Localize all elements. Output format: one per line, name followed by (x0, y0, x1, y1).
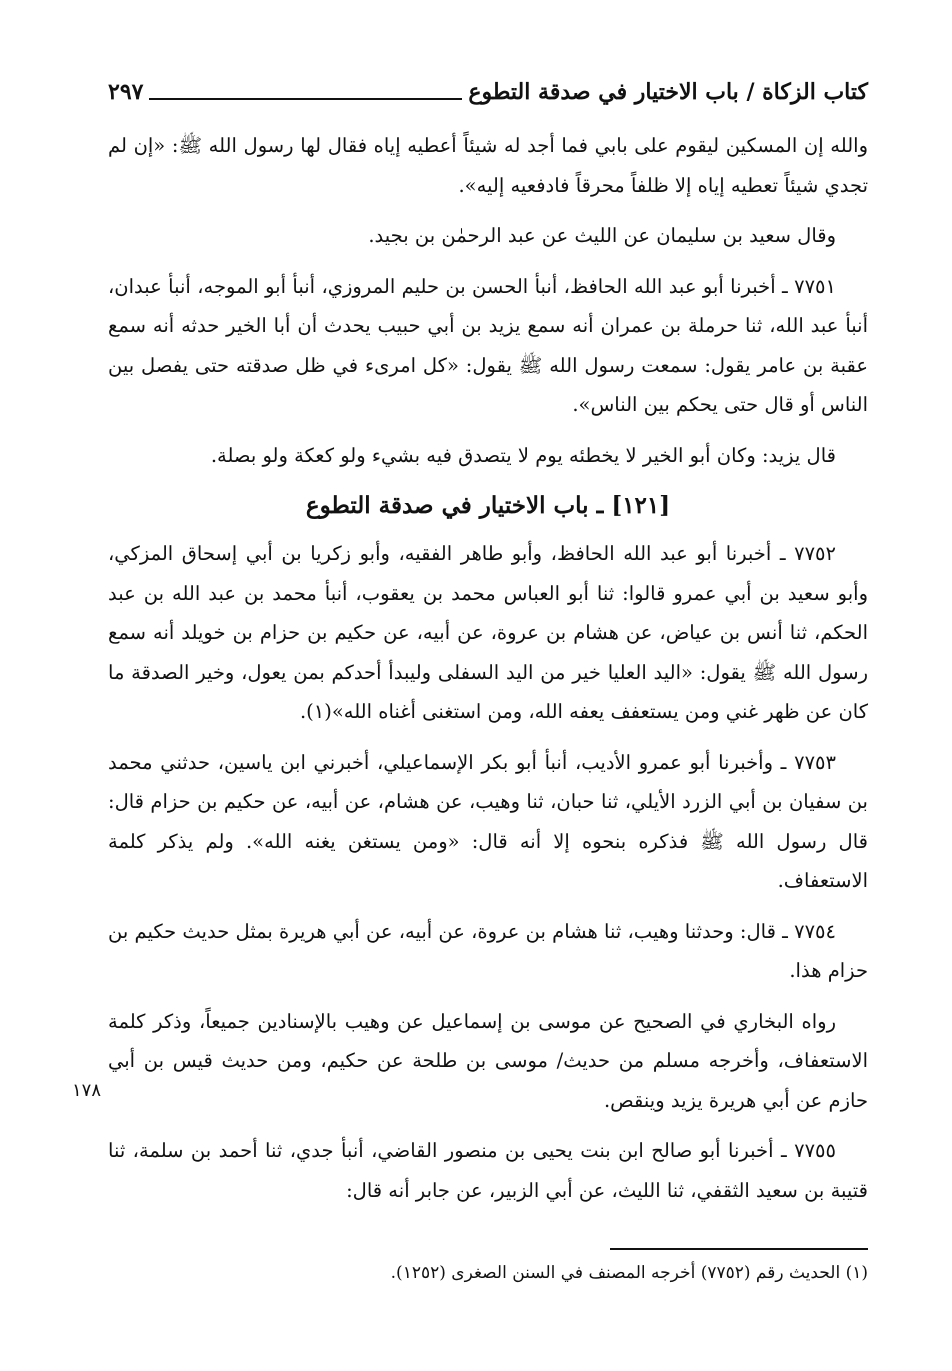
paragraph: رواه البخاري في الصحيح عن موسى بن إسماعيل عن وهيب بالإسنادين جميعاً، وذكر كلمة الاستعفاف، وأخرجه مسلم من حديث/ موسى بن طلحة عن حكيم، ومن حديث قيس بن أبي حازم عن أبي هريرة يزيد وينقص. (108, 1009, 868, 1112)
page-number: ٢٩٧ (108, 79, 144, 105)
paragraph-continuation: والله إن المسكين ليقوم على بابي فما أجد له شيئاً أعطيه إياه فقال لها رسول الله ﷺ: «إن لم تجدي شيئاً تعطيه إياه إلا ظلفاً محرقاً فادفعيه إليه». (108, 134, 868, 197)
hadith-7754: ٧٧٥٤ ـ قال: وحدثنا وهيب، ثنا هشام بن عروة، عن أبيه، عن أبي هريرة بمثل حديث حكيم بن حزام هذا. (108, 919, 868, 982)
paragraph: قال يزيد: وكان أبو الخير لا يخطئه يوم لا يتصدق فيه بشيء ولو كعكة ولو بصلة. (210, 443, 836, 467)
header-title: كتاب الزكاة / باب الاختيار في صدقة التطوع (468, 79, 868, 105)
page-body (108, 126, 868, 1221)
header-rule (149, 98, 462, 100)
hadith-7755: ٧٧٥٥ ـ أخبرنا أبو صالح ابن بنت يحيى بن منصور القاضي، أنبأ جدي، ثنا أحمد بن سلمة، ثنا قتيبة بن سعيد الثقفي، ثنا الليث، عن أبي الزبير، عن جابر أنه قال: (108, 1139, 868, 1202)
running-header (108, 72, 868, 112)
hadith-7752: ٧٧٥٢ ـ أخبرنا أبو عبد الله الحافظ، وأبو طاهر الفقيه، وأبو زكريا بن أبي إسحاق المزكي، وأبو سعيد بن أبي عمرو قالوا: ثنا أبو العباس محمد بن يعقوب، أنبأ محمد بن عبد الله بن عبد الحكم، ثنا أنس بن عياض، عن هشام بن عروة، عن أبيه، عن حكيم بن حزام بن خويلد أنه سمع رسول الله ﷺ يقول: «اليد العليا خير من اليد السفلى وليبدأ أحدكم بمن يعول، وخير الصدقة ما كان عن ظهر غني ومن يستعفف يعفه الله، ومن استغنى أغناه الله»(١). (108, 542, 868, 723)
hadith-7751: ٧٧٥١ ـ أخبرنا أبو عبد الله الحافظ، أنبأ الحسن بن حليم المروزي، أنبأ أبو الموجه، أنبأ عبدان، أنبأ عبد الله، ثنا حرملة بن عمران أنه سمع يزيد بن أبي حبيب يحدث أن أبا الخير حدثه أنه سمع عقبة بن عامر يقول: سمعت رسول الله ﷺ يقول: «كل امرىء في ظل صدقته حتى يفصل بين الناس أو قال حتى يحكم بين الناس». (108, 274, 868, 416)
section-heading: [١٢١] ـ باب الاختيار في صدقة التطوع (305, 492, 671, 519)
margin-note: ١٧٨ (72, 1080, 102, 1101)
paragraph: وقال سعيد بن سليمان عن الليث عن عبد الرحمٰن بن بجيد. (368, 224, 836, 247)
hadith-7753: ٧٧٥٣ ـ وأخبرنا أبو عمرو الأديب، أنبأ أبو بكر الإسماعيلي، أخبرني ابن ياسين، حدثني محمد بن سفيان بن أبي الزرد الأيلي، ثنا حبان، ثنا وهيب، عن هشام، عن أبيه، عن حكيم بن حزام قال: قال رسول الله ﷺ فذكره بنحوه إلا أنه قال: «ومن يستغن يغنه الله». ولم يذكر كلمة الاستعفاف. (108, 750, 868, 892)
footnote: (١) الحديث رقم (٧٧٥٢) أخرجه المصنف في السنن الصغرى (١٢٥٢). (390, 1263, 868, 1283)
footnote-rule (610, 1248, 868, 1250)
